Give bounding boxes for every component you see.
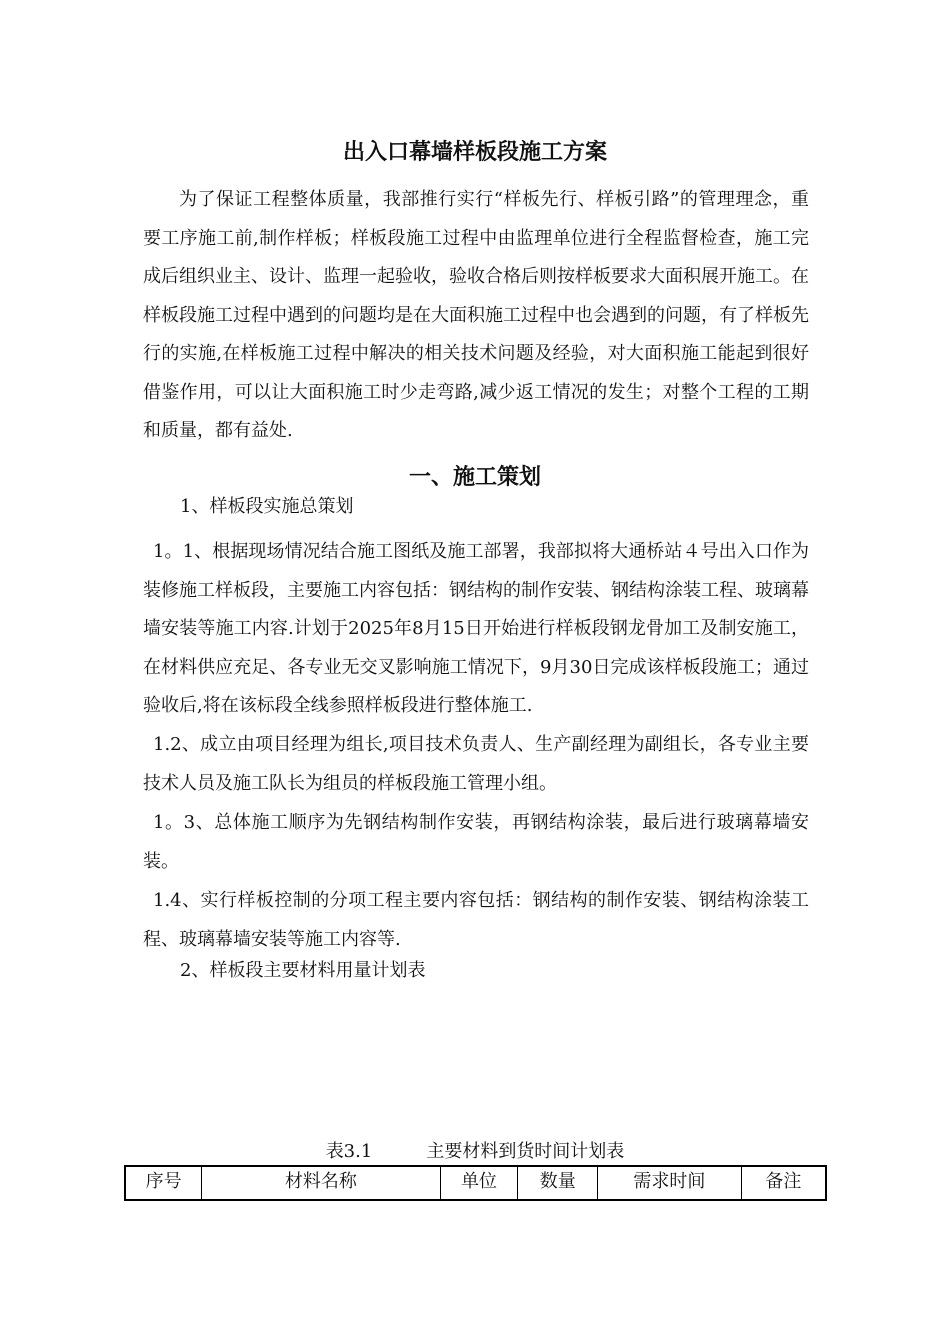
document-title: 出入口幕墙样板段施工方案 (342, 139, 607, 165)
subsection-heading-materials: 2、样板段主要材料用量计划表 (180, 960, 426, 981)
header-cell-index: 序号 (125, 1166, 202, 1200)
plan-item-1-3: 1。3、总体施工顺序为先钢结构制作安装，再钢结构涂装，最后进行玻璃幕墙安装。 (143, 812, 809, 872)
header-cell-required-time: 需求时间 (598, 1166, 742, 1200)
plan-item-1-1: 1。1、根据现场情况结合施工图纸及施工部署，我部拟将大通桥站４号出入口作为装修施工样板段，主要施工内容包括：钢结构的制作安装、钢结构涂装工程、玻璃幕墙安装等施工内容.计划于2025年8月15日开始进行样板段钢龙骨加工及制安施工，在材料供应充足、各专业无交叉影响施工情况下，9月30日完成该样板段施工；通过验收后,将在该标段全线参照样板段进行整体施工. (143, 541, 809, 716)
materials-schedule-table (124, 1165, 827, 1201)
plan-item-1-2: 1.2、成立由项目经理为组长,项目技术负责人、生产副经理为副组长，各专业主要技术人员及施工队长为组员的样板段施工管理小组。 (143, 734, 809, 794)
table-header-row (125, 1166, 826, 1200)
header-cell-material-name: 材料名称 (202, 1166, 440, 1200)
table-caption: 表3.1 主要材料到货时间计划表 (325, 1141, 625, 1162)
header-cell-remarks: 备注 (741, 1166, 826, 1200)
header-cell-unit: 单位 (440, 1166, 518, 1200)
subsection-heading-overall-plan: 1、样板段实施总策划 (180, 496, 354, 517)
intro-paragraph: 为了保证工程整体质量，我部推行实行“样板先行、样板引路”的管理理念，重要工序施工前,制作样板；样板段施工过程中由监理单位进行全程监督检查，施工完成后组织业主、设计、监理一起验收，验收合格后则按样板要求大面积展开施工。在样板段施工过程中遇到的问题均是在大面积施工过程中也会遇到的问题，有了样板先行的实施,在样板施工过程中解决的相关技术问题及经验，对大面积施工能起到很好借鉴作用，可以让大面积施工时少走弯路,减少返工情况的发生；对整个工程的工期和质量，都有益处. (143, 189, 809, 441)
section-heading: 一、施工策划 (408, 464, 541, 490)
header-cell-quantity: 数量 (518, 1166, 598, 1200)
plan-item-1-4: 1.4、实行样板控制的分项工程主要内容包括：钢结构的制作安装、钢结构涂装工程、玻璃幕墙安装等施工内容等. (143, 890, 809, 950)
